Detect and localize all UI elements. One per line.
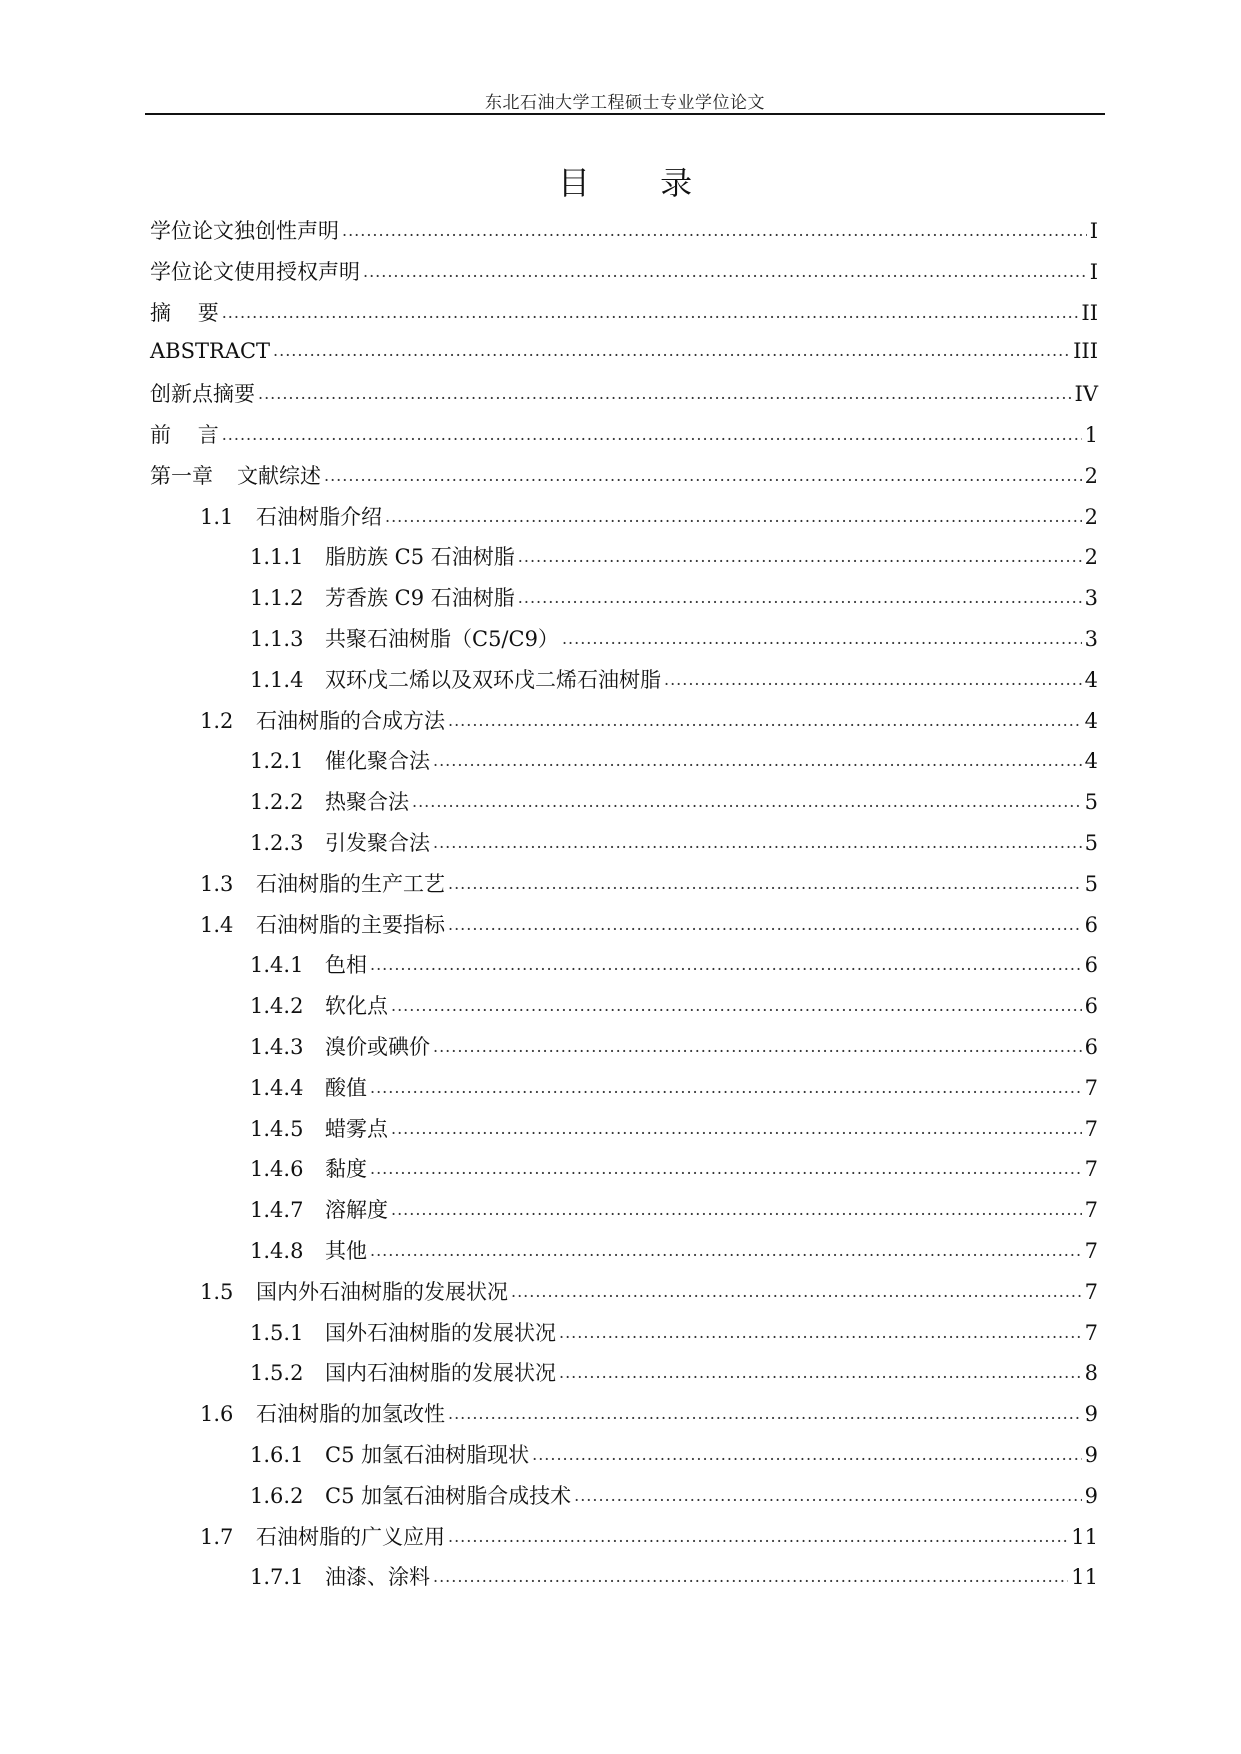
toc-entry-number: 1.6 (200, 1402, 234, 1427)
toc-entry-number: 1.5.1 (250, 1320, 304, 1345)
toc-entry[interactable] (150, 664, 1098, 705)
toc-entry-page: 5 (1084, 871, 1098, 896)
toc-entry-label: 石油树脂的广义应用 (256, 1524, 445, 1549)
toc-entry-label: 国内石油树脂的发展状况 (325, 1361, 556, 1386)
toc-entry[interactable] (150, 541, 1098, 582)
toc-entry-number: 1.4.2 (250, 994, 304, 1019)
toc-entry-label: 学位论文独创性声明 (150, 219, 339, 243)
toc-entry-number: 1.7 (200, 1524, 234, 1549)
toc-dot-leader (664, 666, 1082, 687)
toc-entry-page: I (1089, 259, 1098, 284)
toc-entry-page: 4 (1084, 708, 1098, 733)
toc-entry[interactable] (150, 623, 1098, 664)
toc-dot-leader (370, 951, 1082, 972)
toc-dot-leader (511, 1278, 1082, 1299)
running-header: 东北石油大学工程硕士专业学位论文 (485, 93, 765, 113)
toc-entry-label: 芳香族 C9 石油树脂 (325, 586, 515, 611)
toc-entry-number: 1.1 (200, 504, 234, 529)
toc-entry-label: 催化聚合法 (325, 749, 430, 774)
toc-entry-page: 7 (1084, 1116, 1098, 1141)
toc-entry-label: 创新点摘要 (150, 382, 255, 407)
toc-dot-leader (342, 217, 1087, 238)
toc-entry-label: C5 加氢石油树脂合成技术 (325, 1483, 572, 1508)
toc-entry[interactable] (150, 868, 1098, 909)
toc-dot-leader (324, 462, 1082, 483)
toc-entry-label: 石油树脂的合成方法 (256, 708, 445, 733)
toc-entry[interactable] (150, 827, 1098, 868)
toc-entry-page: 7 (1084, 1320, 1098, 1345)
toc-entry-label: ABSTRACT (150, 339, 271, 364)
toc-dot-leader (273, 337, 1070, 358)
toc-entry-number: 1.4.8 (250, 1238, 304, 1263)
toc-dot-leader (433, 829, 1082, 850)
toc-dot-leader (391, 1115, 1082, 1136)
toc-entry-label: 热聚合法 (325, 790, 409, 815)
toc-entry-number: 1.3 (200, 871, 234, 896)
toc-entry[interactable] (150, 1031, 1098, 1072)
toc-entry-label: 蜡雾点 (325, 1116, 388, 1141)
toc-entry-label: 脂肪族 C5 石油树脂 (325, 545, 515, 570)
toc-entry-page: 9 (1084, 1483, 1098, 1508)
toc-entry[interactable] (150, 582, 1098, 623)
toc-entry-label: 学位论文使用授权声明 (150, 259, 360, 284)
toc-dot-leader (448, 870, 1082, 891)
toc-entry-page: 3 (1084, 626, 1098, 651)
toc-entry[interactable] (150, 215, 1098, 256)
toc-dot-leader (391, 992, 1082, 1013)
toc-entry-page: 11 (1071, 1524, 1098, 1549)
toc-entry-number: 1.4.7 (250, 1198, 304, 1223)
toc-entry[interactable] (150, 1194, 1098, 1235)
toc-entry-page: 6 (1084, 912, 1098, 937)
toc-entry-number: 1.6.1 (250, 1442, 304, 1467)
toc-entry-number: 1.1.4 (250, 667, 304, 692)
toc-entry-page: 2 (1084, 463, 1098, 488)
toc-entry[interactable] (150, 1561, 1098, 1602)
toc-dot-leader (385, 503, 1082, 524)
toc-entry[interactable] (150, 1276, 1098, 1317)
toc-entry[interactable] (150, 1398, 1098, 1439)
toc-dot-leader (559, 1359, 1082, 1380)
toc-dot-leader (448, 911, 1082, 932)
toc-entry[interactable] (150, 337, 1098, 378)
toc-dot-leader (574, 1482, 1082, 1503)
toc-entry-page: 4 (1084, 667, 1098, 692)
toc-entry[interactable] (150, 1357, 1098, 1398)
toc-dot-leader (518, 543, 1082, 564)
toc-entry-page: 7 (1084, 1075, 1098, 1100)
toc-entry-label: 双环戊二烯以及双环戊二烯石油树脂 (325, 667, 661, 692)
toc-entry-page: 7 (1084, 1238, 1098, 1263)
toc-entry-label: 石油树脂的主要指标 (256, 912, 445, 937)
toc-dot-leader (448, 1523, 1068, 1544)
toc-dot-leader (532, 1441, 1082, 1462)
toc-entry-page: 2 (1084, 545, 1098, 570)
toc-entry-page: IV (1074, 382, 1098, 407)
toc-entry-page: 2 (1084, 504, 1098, 529)
toc-dot-leader (433, 1033, 1082, 1054)
toc-entry-label: 油漆、涂料 (325, 1565, 430, 1590)
toc-entry-number: 1.4.6 (250, 1157, 304, 1182)
toc-entry-page: I (1089, 219, 1098, 243)
toc-entry-label: 国外石油树脂的发展状况 (325, 1320, 556, 1345)
toc-entry[interactable] (150, 256, 1098, 297)
toc-entry[interactable] (150, 1317, 1098, 1358)
toc-entry-number: 1.2.2 (250, 790, 304, 815)
toc-entry-number: 1.1.2 (250, 586, 304, 611)
toc-dot-leader (448, 1400, 1082, 1421)
toc-entry-page: 4 (1084, 749, 1098, 774)
toc-entry-number: 1.4 (200, 912, 234, 937)
toc-dot-leader (258, 380, 1072, 401)
toc-entry[interactable] (150, 1235, 1098, 1276)
toc-entry-number: 1.1.1 (250, 545, 304, 570)
toc-entry-label: 色相 (325, 953, 367, 978)
toc-entry[interactable] (150, 1439, 1098, 1480)
toc-entry-label: 引发聚合法 (325, 830, 430, 855)
toc-entry-page: 5 (1084, 830, 1098, 855)
toc-entry-label: 石油树脂的生产工艺 (256, 871, 445, 896)
toc-entry[interactable] (150, 1113, 1098, 1154)
table-of-contents (150, 215, 1098, 1602)
toc-entry-number: 1.5.2 (250, 1361, 304, 1386)
toc-dot-leader (433, 747, 1082, 768)
toc-entry-page: 1 (1084, 422, 1098, 447)
toc-entry-number: 1.7.1 (250, 1565, 304, 1590)
toc-dot-leader (370, 1155, 1082, 1176)
toc-entry-label: 国内外石油树脂的发展状况 (256, 1279, 508, 1304)
toc-entry[interactable] (150, 909, 1098, 950)
toc-entry-page: 7 (1084, 1157, 1098, 1182)
toc-entry[interactable] (150, 705, 1098, 746)
toc-entry[interactable] (150, 990, 1098, 1031)
toc-entry-page: II (1081, 300, 1098, 325)
toc-entry[interactable] (150, 1521, 1098, 1562)
toc-dot-leader (412, 788, 1082, 809)
toc-entry-page: 6 (1084, 953, 1098, 978)
toc-entry-number: 1.2.1 (250, 749, 304, 774)
toc-dot-leader (433, 1563, 1068, 1584)
toc-entry-label: 溴价或碘价 (325, 1034, 430, 1059)
toc-dot-leader (448, 707, 1082, 728)
toc-entry-label: 软化点 (325, 994, 388, 1019)
toc-entry[interactable] (150, 786, 1098, 827)
toc-entry-number: 1.5 (200, 1279, 234, 1304)
toc-entry-page: 6 (1084, 994, 1098, 1019)
toc-entry-label: 石油树脂的加氢改性 (256, 1402, 445, 1427)
toc-entry-number: 1.2 (200, 708, 234, 733)
toc-title: 目 录 (557, 164, 723, 202)
toc-entry-number: 1.1.3 (250, 626, 304, 651)
toc-entry-page: III (1073, 339, 1098, 364)
toc-entry-number: 1.4.4 (250, 1075, 304, 1100)
toc-entry-label: 酸值 (325, 1075, 367, 1100)
toc-entry[interactable] (150, 949, 1098, 990)
toc-entry-label: 其他 (325, 1238, 367, 1263)
toc-entry-number: 1.4.3 (250, 1034, 304, 1059)
toc-entry[interactable] (150, 1072, 1098, 1113)
toc-dot-leader (370, 1074, 1082, 1095)
toc-dot-leader (391, 1196, 1082, 1217)
toc-entry-label: 黏度 (325, 1157, 367, 1182)
toc-entry-page: 7 (1084, 1198, 1098, 1223)
toc-entry[interactable] (150, 745, 1098, 786)
toc-entry-label: 石油树脂介绍 (256, 504, 382, 529)
toc-dot-leader (562, 625, 1082, 646)
toc-dot-leader (559, 1319, 1082, 1340)
toc-dot-leader (222, 421, 1082, 442)
toc-entry-label: 摘 要 (150, 300, 219, 325)
toc-entry-page: 8 (1084, 1361, 1098, 1386)
toc-entry-page: 3 (1084, 586, 1098, 611)
toc-entry-page: 11 (1071, 1565, 1098, 1590)
toc-dot-leader (370, 1237, 1082, 1258)
toc-dot-leader (363, 258, 1087, 279)
toc-entry-page: 7 (1084, 1279, 1098, 1304)
toc-dot-leader (518, 584, 1082, 605)
toc-entry-label: 共聚石油树脂（C5/C9） (325, 626, 559, 651)
header-rule (145, 113, 1105, 115)
toc-entry-number: 1.4.1 (250, 953, 304, 978)
toc-entry-label: 文献综述 (237, 463, 321, 488)
toc-entry-label: 溶解度 (325, 1198, 388, 1223)
toc-entry-number: 1.6.2 (250, 1483, 304, 1508)
toc-entry[interactable] (150, 297, 1098, 338)
toc-entry-number: 1.4.5 (250, 1116, 304, 1141)
toc-entry-page: 9 (1084, 1442, 1098, 1467)
toc-entry-number: 1.2.3 (250, 830, 304, 855)
toc-entry[interactable] (150, 1153, 1098, 1194)
toc-entry-label: C5 加氢石油树脂现状 (325, 1442, 530, 1467)
toc-entry[interactable] (150, 460, 1098, 501)
toc-entry-number: 第一章 (150, 463, 213, 488)
toc-entry[interactable] (150, 1480, 1098, 1521)
toc-entry[interactable] (150, 419, 1098, 460)
toc-entry[interactable] (150, 378, 1098, 419)
toc-entry-page: 5 (1084, 790, 1098, 815)
toc-dot-leader (222, 299, 1079, 320)
toc-entry-page: 9 (1084, 1402, 1098, 1427)
toc-entry-label: 前 言 (150, 422, 219, 447)
toc-entry[interactable] (150, 501, 1098, 542)
toc-entry-page: 6 (1084, 1034, 1098, 1059)
